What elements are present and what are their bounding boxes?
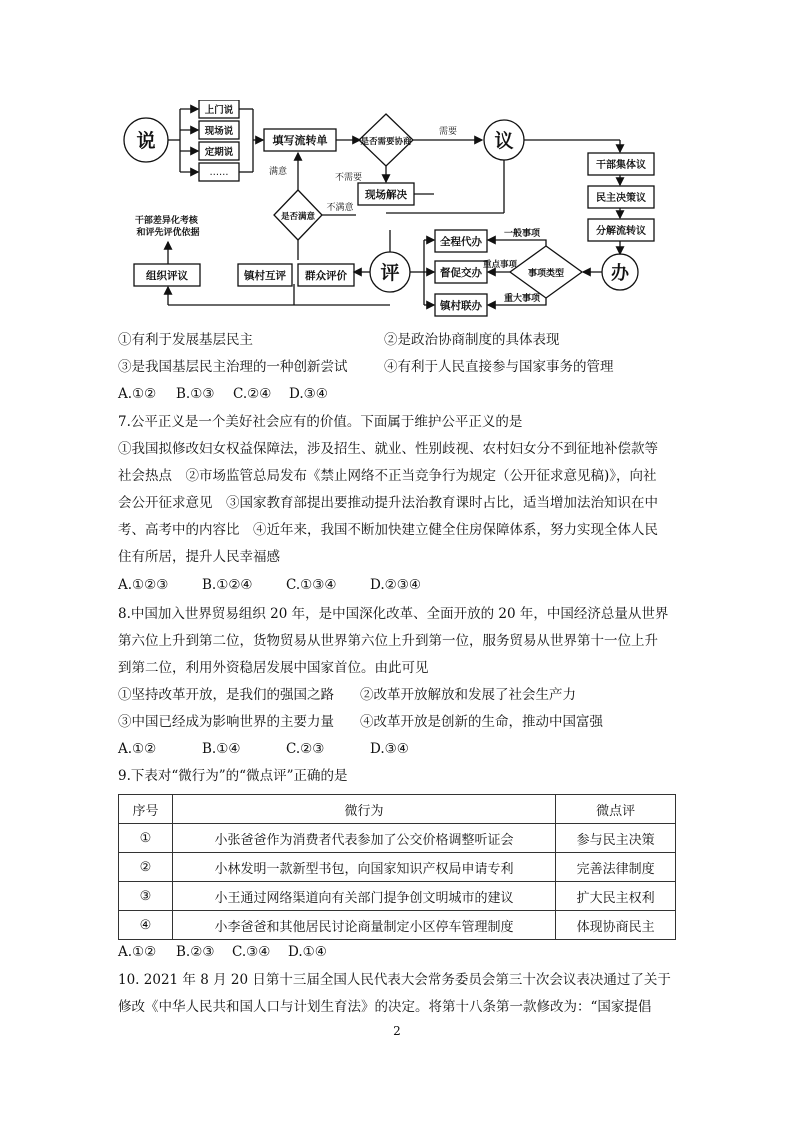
cadre-note-line1: 干部差异化考核	[134, 216, 198, 226]
satisfied-yes-label: 满意	[268, 167, 288, 177]
q7-line-6: 住有所居，提升人民幸福感	[118, 549, 280, 565]
q6-option-2: ②是政治协商制度的具体表现	[384, 332, 560, 348]
cadre-note-line2: 和评先评优依据	[136, 228, 200, 238]
q8-option-2: ②改革开放解放和发展了社会生产力	[360, 687, 576, 703]
q6-choice-d: D.③④	[289, 386, 328, 402]
row-comment: 扩大民主权利	[556, 882, 676, 911]
major-matter-label: 重大事项	[503, 294, 541, 304]
page-number: 2	[393, 1024, 401, 1038]
q8-line-2: 第六位上升到第二位，货物贸易从世界第六位上升到第一位，服务贸易从世界第十一位上升	[118, 633, 658, 649]
row-comment: 体现协商民主	[556, 911, 676, 940]
say-item-regular: 定期说	[204, 147, 234, 158]
q6-choice-a: A.①②	[118, 386, 157, 402]
q6-choice-b: B.①③	[176, 386, 215, 402]
q8-choice-d: D.③④	[370, 741, 409, 757]
q8-choice-a: A.①②	[118, 741, 157, 757]
q7-choice-b: B.①②④	[202, 577, 253, 593]
ban-item-supervise: 督促交办	[440, 267, 482, 279]
need-label: 需要	[438, 127, 458, 137]
yi-item-split: 分解流转议	[596, 226, 646, 237]
q9-choice-d: D.①④	[288, 944, 327, 960]
ping-item-mutual: 镇村互评	[244, 270, 286, 282]
general-matter-label: 一般事项	[503, 229, 541, 239]
row-comment: 完善法律制度	[556, 853, 676, 882]
table-row	[119, 824, 676, 853]
col-header-behavior: 微行为	[172, 795, 555, 824]
ban-item-joint: 镇村联办	[440, 300, 482, 312]
table-row	[119, 911, 676, 940]
row-behavior: 小王通过网络渠道向有关部门提争创文明城市的建议	[172, 882, 555, 911]
table-row	[119, 882, 676, 911]
flow-diagram	[108, 100, 668, 325]
row-index: ④	[119, 911, 173, 940]
say-item-onsite: 现场说	[204, 126, 234, 137]
q8-choices	[118, 739, 409, 759]
yi-label: 议	[494, 130, 514, 152]
ban-item-agent: 全程代办	[440, 236, 482, 248]
q8-option-1: ①坚持改革开放，是我们的强国之路	[118, 687, 334, 703]
q9-choice-a: A.①②	[118, 944, 157, 960]
org-eval-label: 组织评议	[146, 270, 188, 282]
fill-form-label: 填写流转单	[272, 134, 328, 147]
q10-line-1: 10. 2021 年 8 月 20 日第十三届全国人民代表大会常务委员会第三十次会议表决通过了关于	[118, 972, 671, 988]
q6-option-4: ④有利于人民直接参与国家事务的管理	[384, 359, 614, 375]
q7-choice-a: A.①②③	[118, 577, 169, 593]
ping-item-public: 群众评价	[305, 270, 347, 282]
q7-line-5: 考、高考中的内容比 ④近年来，我国不断加快建立健全住房保障体系，努力实现全体人民	[118, 522, 658, 538]
no-need-label: 不需要	[334, 173, 362, 183]
q9-choices	[118, 942, 327, 962]
shuo-label: 说	[136, 130, 156, 152]
q6-choices	[118, 384, 328, 404]
q8-choice-b: B.①④	[202, 741, 241, 757]
q8-line-1: 8.中国加入世界贸易组织 20 年，是中国深化改革、全面开放的 20 年，中国经济总量从世界	[118, 606, 669, 622]
onsite-label: 现场解决	[365, 189, 407, 201]
q8-option-4: ④改革开放是创新的生命，推动中国富强	[360, 714, 603, 730]
q10-line-2: 修改《中华人民共和国人口与计划生育法》的决定。将第十八条第一款修改为：“国家提倡	[118, 999, 652, 1015]
q7-line-1: 7.公平正义是一个美好社会应有的价值。下面属于维护公平正义的是	[118, 414, 523, 430]
key-matter-label: 重点事项	[482, 260, 518, 270]
q9-table	[118, 794, 676, 940]
row-index: ②	[119, 853, 173, 882]
row-behavior: 小张爸爸作为消费者代表参加了公交价格调整听证会	[172, 824, 555, 853]
cadre-note-label	[135, 214, 201, 238]
q9-choice-c: C.③④	[232, 944, 271, 960]
ping-label: 评	[380, 262, 400, 284]
table-header-row	[119, 795, 676, 824]
row-index: ①	[119, 824, 173, 853]
q7-line-2: ①我国拟修改妇女权益保障法，涉及招生、就业、性别歧视、农村妇女分不到征地补偿款等	[118, 441, 658, 457]
ban-label: 办	[611, 263, 629, 284]
col-header-comment: 微点评	[556, 795, 676, 824]
q9-choice-b: B.②③	[176, 944, 215, 960]
matter-type-label: 事项类型	[527, 269, 565, 279]
row-index: ③	[119, 882, 173, 911]
q7-line-4: 会公开征求意见 ③国家教育部提出要推动提升法治教育课时占比，适当增加法治知识在中	[118, 495, 658, 511]
q6-option-1: ①有利于发展基层民主	[118, 332, 253, 348]
q8-line-3: 到第二位，利用外资稳居发展中国家首位。由此可见	[118, 660, 429, 676]
q6-choice-c: C.②④	[233, 386, 272, 402]
q7-choice-d: D.②③④	[370, 577, 421, 593]
q7-choice-c: C.①③④	[286, 577, 337, 593]
row-comment: 参与民主决策	[556, 824, 676, 853]
q7-choices	[118, 575, 421, 595]
say-item-door: 上门说	[204, 105, 234, 116]
table-row	[119, 853, 676, 882]
q7-line-3: 社会热点 ②市场监管总局发布《禁止网络不正当竞争行为规定（公开征求意见稿)》，向社	[118, 468, 657, 484]
q8-choice-c: C.②③	[286, 741, 325, 757]
need-consult-label: 是否需要协商	[360, 137, 412, 147]
q8-option-3: ③中国已经成为影响世界的主要力量	[118, 714, 334, 730]
satisfied-no-label: 不满意	[326, 203, 354, 213]
yi-item-collective: 干部集体议	[596, 160, 646, 171]
yi-item-democratic: 民主决策议	[596, 193, 646, 204]
q6-option-3: ③是我国基层民主治理的一种创新尝试	[118, 359, 348, 375]
satisfied-label: 是否满意	[280, 212, 316, 222]
say-item-etc: ……	[209, 167, 229, 178]
row-behavior: 小李爸爸和其他居民讨论商量制定小区停车管理制度	[172, 911, 555, 940]
q9-stem: 9.下表对“微行为”的“微点评”正确的是	[118, 768, 348, 784]
col-header-index: 序号	[119, 795, 173, 824]
row-behavior: 小林发明一款新型书包，向国家知识产权局申请专利	[172, 853, 555, 882]
